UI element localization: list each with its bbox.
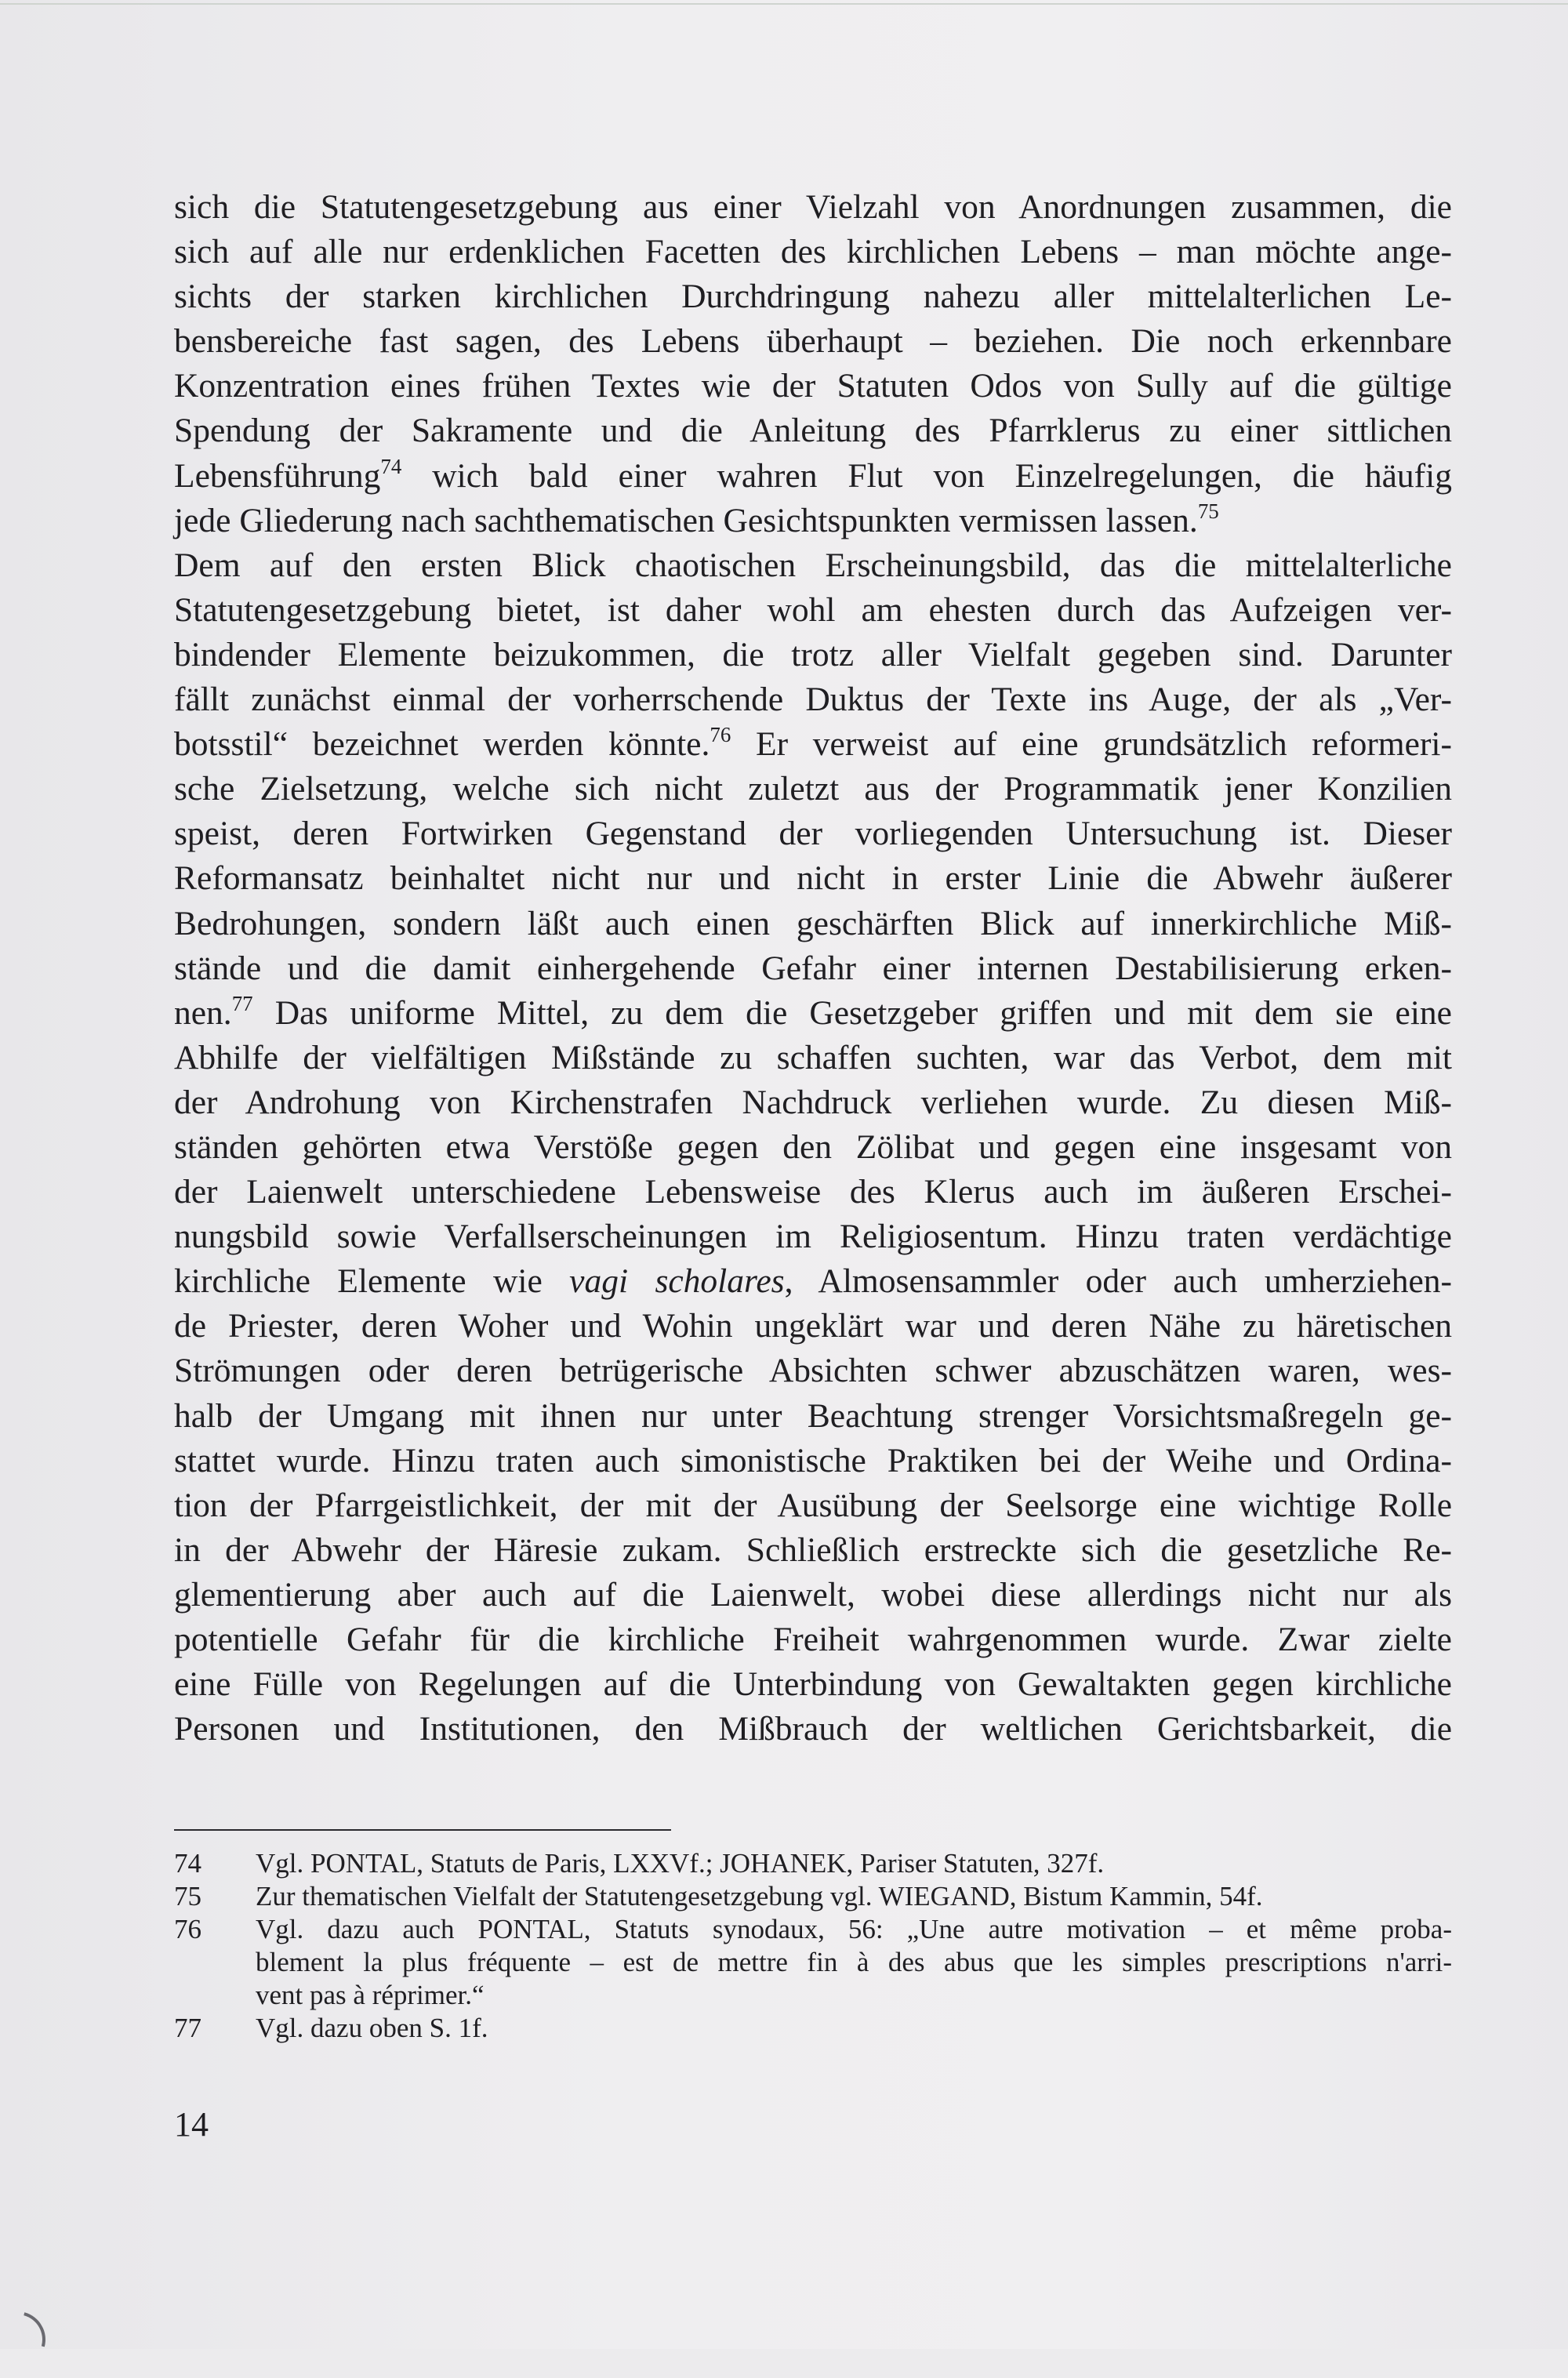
text-line: der Laienwelt unterschiedene Lebensweise des Klerus auch im äußeren Erschei- [174, 1173, 1452, 1211]
text-line [174, 454, 1452, 499]
footnote-line: Vgl. dazu oben S. 1f. [256, 2013, 488, 2043]
footnote-ref-76: 76 [710, 723, 731, 747]
text-line: sichts der starken kirchlichen Durchdringung nahezu aller mittelalterlichen Le- [174, 278, 1452, 316]
text-line: Abhilfe der vielfältigen Mißstände zu schaffen suchten, war das Verbot, dem mit [174, 1038, 1452, 1076]
text-line: sich auf alle nur erdenklichen Facetten des kirchlichen Lebens – man möchte ange- [174, 233, 1452, 271]
page-number: 14 [174, 2105, 209, 2144]
text-line: halb der Umgang mit ihnen nur unter Beachtung strenger Vorsichtsmaßregeln ge- [174, 1396, 1452, 1435]
text-segment: Er verweist auf eine grundsätzlich reformeri- [731, 725, 1453, 764]
footnote-line: vent pas à réprimer.“ [256, 1980, 485, 2010]
footnote-line: Vgl. PONTAL, Statuts de Paris, LXXVf.; JOHANEK, Pariser Statuten, 327f. [256, 1848, 1105, 1879]
scan-corner-mark [0, 2301, 56, 2378]
footnote-text [256, 1847, 1452, 1880]
footnotes [174, 1847, 1452, 2045]
footnote-line: Zur thematischen Vielfalt der Statutengesetzgebung vgl. WIEGAND, Bistum Kammin, 54f. [256, 1881, 1263, 1911]
text-segment: Lebensführung [174, 456, 381, 495]
paragraph-2 [174, 543, 1452, 1752]
footnote-line: blement la plus fréquente – est de mettre fin à des abus que les simples prescriptions n'arri- [256, 1947, 1452, 1977]
text-line: Konzentration eines frühen Textes wie der Statuten Odos von Sully auf die gültige [174, 367, 1452, 405]
text-line: der Androhung von Kirchenstrafen Nachdruck verliehen wurde. Zu diesen Miß- [174, 1083, 1452, 1121]
text-line: stände und die damit einhergehende Gefahr einer internen Destabilisierung erken- [174, 949, 1452, 987]
text-line: stattet wurde. Hinzu traten auch simonistische Praktiken bei der Weihe und Ordina- [174, 1441, 1452, 1479]
text-line: speist, deren Fortwirken Gegenstand der vorliegenden Untersuchung ist. Dieser [174, 815, 1452, 853]
text-segment: nen. [174, 993, 232, 1032]
text-line: bindender Elemente beizukommen, die trotz aller Vielfalt gegeben sind. Darunter [174, 635, 1452, 673]
text-line: Bedrohungen, sondern läßt auch einen geschärften Blick auf innerkirchliche Miß- [174, 904, 1452, 942]
text-line [174, 1259, 1452, 1304]
text-line: bensbereiche fast sagen, des Lebens überhaupt – beziehen. Die noch erkennbare [174, 322, 1452, 361]
footnote-74 [174, 1847, 1452, 1880]
text-line: tion der Pfarrgeistlichkeit, der mit der Ausübung der Seelsorge eine wichtige Rolle [174, 1486, 1452, 1524]
footnote-text [256, 2012, 1452, 2045]
footnote-ref-75: 75 [1197, 499, 1219, 523]
footnote-separator [174, 1829, 671, 1831]
footnote-number: 76 [174, 1914, 201, 1944]
text-line [174, 991, 1452, 1036]
text-segment: botsstil“ bezeichnet werden könnte. [174, 725, 710, 764]
text-line: glementierung aber auch auf die Laienwelt, wobei diese allerdings nicht nur als [174, 1575, 1452, 1614]
text-line: potentielle Gefahr für die kirchliche Freiheit wahrgenommen wurde. Zwar zielte [174, 1621, 1452, 1658]
text-segment: , Almosensammler oder auch umherziehen- [784, 1262, 1452, 1301]
footnote-number: 74 [174, 1848, 201, 1879]
footnote-76 [174, 1913, 1452, 2012]
footnote-ref-77: 77 [231, 991, 253, 1015]
text-line: Reformansatz beinhaltet nicht nur und nicht in erster Linie die Abwehr äußerer [174, 859, 1452, 898]
footnote-number: 75 [174, 1881, 201, 1911]
text-segment: jede Gliederung nach sachthematischen Gesichtspunkten vermissen lassen. [174, 501, 1198, 539]
footnote-75 [174, 1880, 1452, 1913]
text-line: fällt zunächst einmal der vorherrschende Duktus der Texte ins Auge, der als „Ver- [174, 681, 1452, 719]
text-line [174, 722, 1452, 767]
paragraph-1 [174, 185, 1452, 543]
text-segment: kirchliche Elemente wie [174, 1262, 570, 1301]
text-segment: wich bald einer wahren Flut von Einzelregelungen, die häufig [401, 456, 1452, 495]
text-line: in der Abwehr der Häresie zukam. Schließlich erstreckte sich die gesetzliche Re- [174, 1530, 1452, 1569]
text-line: ständen gehörten etwa Verstöße gegen den Zölibat und gegen eine insgesamt von [174, 1127, 1452, 1166]
text-line: Personen und Institutionen, den Mißbrauch der weltlichen Gerichtsbarkeit, die [174, 1710, 1452, 1748]
text-line: Spendung der Sakramente und die Anleitung des Pfarrklerus zu einer sittlichen [174, 412, 1452, 450]
footnote-text [256, 1913, 1452, 2012]
text-line: eine Fülle von Regelungen auf die Unterbindung von Gewaltakten gegen kirchliche [174, 1665, 1452, 1704]
footnote-number: 77 [174, 2013, 201, 2043]
text-segment: Das uniforme Mittel, zu dem die Gesetzgeber griffen und mit dem sie eine [252, 993, 1452, 1032]
text-line: Strömungen oder deren betrügerische Absichten schwer abzuschätzen waren, wes- [174, 1352, 1452, 1390]
text-line: nungsbild sowie Verfallserscheinungen im Religiosentum. Hinzu traten verdächtige [174, 1218, 1452, 1256]
footnote-77 [174, 2012, 1452, 2045]
text-line: sich die Statutengesetzgebung aus einer Vielzahl von Anordnungen zusammen, die [174, 188, 1452, 226]
main-text [174, 185, 1452, 1752]
page-top-edge [0, 3, 1568, 5]
text-line: sche Zielsetzung, welche sich nicht zuletzt aus der Programmatik jener Konzilien [174, 770, 1452, 808]
text-line [174, 499, 1452, 543]
text-line: de Priester, deren Woher und Wohin ungeklärt war und deren Nähe zu häretischen [174, 1307, 1452, 1345]
footnote-text [256, 1880, 1452, 1913]
footnote-line: Vgl. dazu auch PONTAL, Statuts synodaux, 56: „Une autre motivation – et même proba- [256, 1914, 1452, 1944]
text-line: Dem auf den ersten Blick chaotischen Erscheinungsbild, das die mittelalterliche [174, 546, 1452, 584]
footnote-ref-74: 74 [380, 454, 402, 478]
emphasis-latin: vagi scholares [569, 1262, 785, 1301]
text-line: Statutengesetzgebung bietet, ist daher wohl am ehesten durch das Aufzeigen ver- [174, 590, 1452, 629]
